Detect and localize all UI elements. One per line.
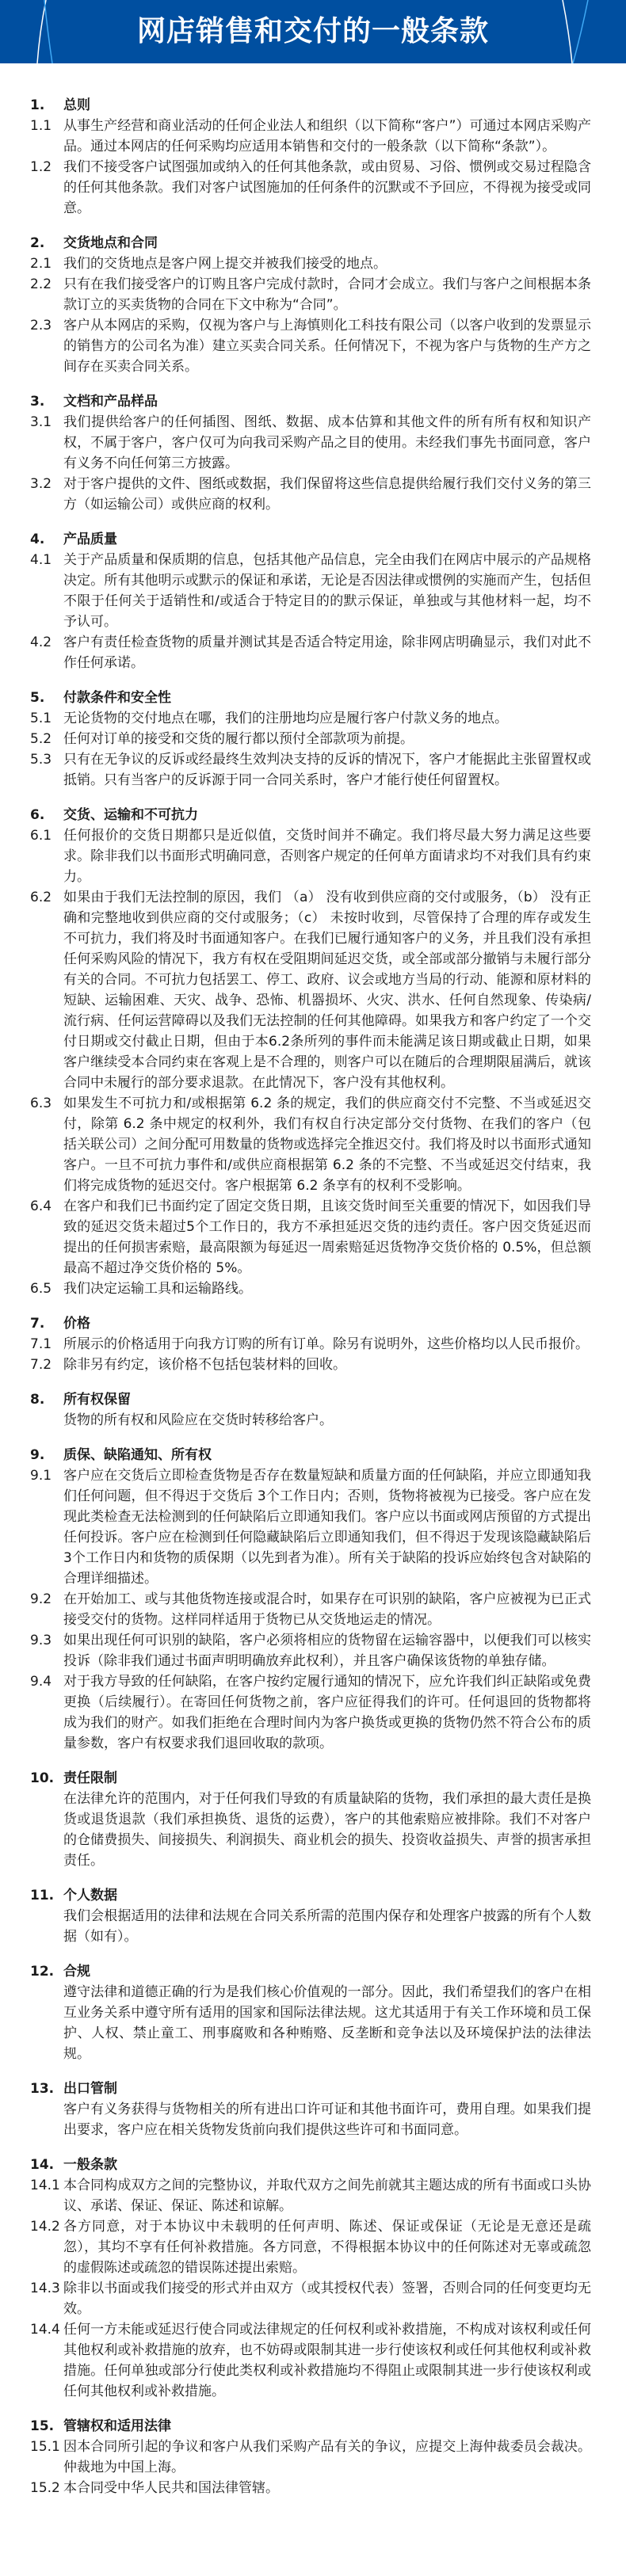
clause-text: 只有在无争议的反诉或经最终生效判决支持的反诉的情况下，客户才能据此主张留置权或抵销。只有当客户的反诉源于同一合同关系时，客户才能行使任何留置权。 <box>63 752 591 788</box>
section-heading <box>30 688 591 708</box>
section-number: 2. <box>30 235 45 251</box>
section-heading <box>30 1885 591 1906</box>
clause-number: 7.1 <box>30 1336 52 1352</box>
clause <box>30 2216 591 2278</box>
clause <box>30 274 591 315</box>
section-14 <box>30 2155 591 2402</box>
clause-number: 15.2 <box>30 2480 60 2496</box>
clause-number: 14.4 <box>30 2322 60 2338</box>
clause-number: 6.2 <box>30 890 52 905</box>
clause-text: 各方同意，对于本协议中未载明的任何声明、陈述、保证或保证（无论是无意还是疏忽），其均不享有任何补救措施。各方同意，不得根据本协议中的任何陈述对无辜或疏忽的虚假陈述或疏忽的错误陈述提出索赔。 <box>63 2219 591 2276</box>
section-12 <box>30 1961 591 2064</box>
clause <box>30 1355 591 1375</box>
section-number: 6. <box>30 807 45 823</box>
clause-text: 任何一方未能或延迟行使合同或法律规定的任何权利或补救措施，不构成对该权利或任何其他权利或补救措施的放弃，也不妨碍或限制其进一步行使该权利或任何其他权利或补救措施。任何单独或部分行使此类权利或补救措施均不得阻止或限制其进一步行使该权利或任何其他权利或补救措施。 <box>63 2322 591 2399</box>
clause <box>30 2478 591 2498</box>
clause-text: 对于客户提供的文件、图纸或数据，我们保留将这些信息提供给履行我们交付义务的第三方（如运输公司）或供应商的权利。 <box>63 476 591 513</box>
section-title: 个人数据 <box>63 1888 117 1903</box>
section-title: 所有权保留 <box>63 1392 131 1408</box>
section-9 <box>30 1445 591 1754</box>
clause-text: 关于产品质量和保质期的信息，包括其他产品信息，完全由我们在网店中展示的产品规格决定。所有其他明示或默示的保证和承诺，无论是否因法律或惯例的实施而产生，包括但不限于任何关于适销性和/或适合于特定目的的默示保证，单独或与其他材料一起，均不予认可。 <box>63 552 591 630</box>
section-number: 4. <box>30 532 45 547</box>
section-5 <box>30 688 591 791</box>
clause <box>30 887 591 1093</box>
clause <box>30 2437 591 2478</box>
section-title: 出口管制 <box>63 2081 117 2097</box>
clause-text: 对于我方导致的任何缺陷，在客户按约定履行通知的情况下，应允许我们纠正缺陷或免费更换（后续履行）。在寄回任何货物之前，客户应征得我们的许可。任何退回的货物都将成为我们的财产。如我们拒绝在合理时间内为客户换货或更换的货物仍然不符合公布的质量参数，客户有权要求我们退回收取的款项。 <box>63 1674 591 1751</box>
clause <box>30 157 591 219</box>
section-number: 9. <box>30 1447 45 1463</box>
clause-number: 9.4 <box>30 1674 52 1690</box>
section-3 <box>30 391 591 515</box>
section-11 <box>30 1885 591 1947</box>
clause <box>30 2099 591 2140</box>
clause-text: 客户应在交货后立即检查货物是否存在数量短缺和质量方面的任何缺陷，并应立即通知我们任何问题，但不得迟于交货后 3个工作日内；否则，货物将被视为已接受。客户应在发现此类检查无法检测到的任何缺陷后立即通知我们。客户应以书面或网店预留的方式提出任何投诉。客户应在检测到任何隐藏缺陷后立即通知我们，但不得迟于发现该隐藏缺陷后3个工作日内和货物的质保期（以先到者为准）。所有关于缺陷的投诉应始终包含对缺陷的合理详细描述。 <box>63 1468 591 1587</box>
section-title: 付款条件和安全性 <box>63 690 171 706</box>
clause-number: 9.2 <box>30 1591 52 1607</box>
clause <box>30 412 591 474</box>
section-heading <box>30 1445 591 1465</box>
clause <box>30 253 591 274</box>
section-title: 价格 <box>63 1316 90 1332</box>
clause-text: 任何报价的交货日期都只是近似值，交货时间并不确定。我们将尽最大努力满足这些要求。除非我们以书面形式明确同意，否则客户规定的任何单方面请求均不对我们具有约束力。 <box>63 828 591 885</box>
clause-text: 货物的所有权和风险应在交货时转移给客户。 <box>63 1412 333 1428</box>
clause <box>30 1982 591 2064</box>
clause <box>30 2278 591 2319</box>
clause <box>30 116 591 157</box>
clause-text: 客户有义务获得与货物相关的所有进出口许可证和其他书面许可，费用自理。如果我们提出要求，客户应在相关货物发货前向我们提供这些许可和书面同意。 <box>63 2102 591 2138</box>
section-heading <box>30 1389 591 1410</box>
clause-number: 14.2 <box>30 2219 60 2235</box>
section-4 <box>30 529 591 673</box>
clause-text: 如果由于我们无法控制的原因，我们 （a） 没有收到供应商的交付或服务，（b） 没有正确和完整地收到供应商的交付或服务；（c） 未按时收到，尽管保持了合理的库存或发生不可抗力，我们将及时书面通知客户。在我们已履行通知客户的义务，并且我们没有承担任何采购风险的情况下，我方有权在受阻期间延迟交货，或全部或部分撤销与未履行部分有关的合同。不可抗力包括罢工、停工、政府、议会或地方当局的行动、能源和原材料的短缺、运输困难、天灾、战争、恐怖、机器损坏、火灾、洪水、任何自然现象、传染病/流行病、任何运营障碍以及我们无法控制的任何其他障碍。如果我方和客户约定了一个交付日期或交付截止日期，但由于本6.2条所列的事件而未能满足该日期或截止日期，如果客户继续受本合同约束在客观上是不合理的，则客户可以在随后的合理期限届满后，就该合同中未履行的部分要求退款。在此情况下，客户没有其他权利。 <box>63 890 591 1091</box>
clause <box>30 1630 591 1671</box>
clause <box>30 1410 591 1431</box>
section-number: 14. <box>30 2157 55 2173</box>
section-10 <box>30 1768 591 1871</box>
clause-text: 在法律允许的范围内，对于任何我们导致的有质量缺陷的货物，我们承担的最大责任是换货或退货退款（我们承担换货、退货的运费），客户的其他索赔应被排除。我们不对客户的仓储费损失、间接损失、利润损失、商业机会的损失、投资收益损失、声誉的损害承担责任。 <box>63 1791 591 1869</box>
clause-number: 6.1 <box>30 828 52 844</box>
section-number: 5. <box>30 690 45 706</box>
section-15 <box>30 2416 591 2498</box>
clause-number: 5.2 <box>30 731 52 747</box>
clause <box>30 1789 591 1871</box>
section-1 <box>30 95 591 219</box>
clause-number: 14.1 <box>30 2178 60 2193</box>
title-banner <box>0 0 626 63</box>
clause-text: 我们不接受客户试图强加或纳入的任何其他条款，或由贸易、习俗、惯例或交易过程隐含的任何其他条款。我们对客户试图施加的任何条件的沉默或不予回应，不得视为接受或同意。 <box>63 159 591 216</box>
clause-number: 7.2 <box>30 1357 52 1373</box>
section-title: 合规 <box>63 1964 90 1980</box>
section-number: 8. <box>30 1392 45 1408</box>
clause-text: 我们决定运输工具和运输路线。 <box>63 1281 252 1297</box>
section-heading <box>30 95 591 116</box>
clause-number: 5.3 <box>30 752 52 768</box>
clause <box>30 2319 591 2402</box>
clause-text: 在客户和我们已书面约定了固定交货日期，且该交货时间至关重要的情况下，如因我们导致的延迟交货未超过5个工作日的，我方不承担延迟交货的违约责任。客户因交货延迟而提出的任何损害索赔，最高限额为每延迟一周索赔延迟货物净交货价格的 0.5%，但总额最高不超过净交货价格的 5%。 <box>63 1198 591 1276</box>
clause-text: 遵守法律和道德正确的行为是我们核心价值观的一部分。因此，我们希望我们的客户在相互业务关系中遵守所有适用的国家和国际法律法规。这尤其适用于有关工作环境和员工保护、人权、禁止童工、刑事腐败和各种贿赂、反垄断和竞争法以及环境保护法的法律法规。 <box>63 1984 591 2062</box>
section-heading <box>30 2416 591 2437</box>
section-heading <box>30 1313 591 1334</box>
clause-number: 6.3 <box>30 1096 52 1111</box>
clause <box>30 1465 591 1589</box>
clause-text: 如果出现任何可识别的缺陷，客户必须将相应的货物留在运输容器中，以便我们可以核实投诉（除非我们通过书面声明明确放弃此权利），并且客户确保该货物的单独存储。 <box>63 1633 591 1669</box>
clause-text: 只有在我们接受客户的订购且客户完成付款时，合同才会成立。我们与客户之间根据本条款订立的买卖货物的合同在下文中称为“合同”。 <box>63 276 591 313</box>
clause <box>30 550 591 632</box>
clause <box>30 1906 591 1947</box>
clause-text: 在开始加工、或与其他货物连接或混合时，如果存在可识别的缺陷，客户应被视为已正式接受交付的货物。这样同样适用于货物已从交货地运走的情况。 <box>63 1591 591 1628</box>
clause-text: 本合同受中华人民共和国法律管辖。 <box>63 2480 279 2496</box>
clause <box>30 1278 591 1299</box>
section-heading <box>30 1768 591 1789</box>
clause-text: 本合同构成双方之间的完整协议，并取代双方之间先前就其主题达成的所有书面或口头协议、承诺、保证、保证、陈述和谅解。 <box>63 2178 591 2214</box>
clause <box>30 1671 591 1754</box>
section-number: 12. <box>30 1964 55 1980</box>
section-title: 一般条款 <box>63 2157 117 2173</box>
clause-number: 2.3 <box>30 318 52 333</box>
clause-text: 因本合同所引起的争议和客户从我们采购产品有关的争议，应提交上海仲裁委员会裁决。仲裁地为中国上海。 <box>63 2439 591 2475</box>
clause-text: 客户从本网店的采购，仅视为客户与上海慎则化工科技有限公司（以客户收到的发票显示的销售方的公司名为准）建立买卖合同关系。任何情况下，不视为客户与货物的生产方之间存在买卖合同关系。 <box>63 318 591 375</box>
clause-text: 如果发生不可抗力和/或根据第 6.2 条的规定，我们的供应商交付不完整、不当或延迟交付，除第 6.2 条中规定的权利外，我们有权自行决定部分交付货物、在我们的客户（包括关联公司）之间分配可用数量的货物或选择完全推迟交付。我们将及时以书面形式通知客户。一旦不可抗力事件和/或供应商根据第 6.2 条的不完整、不当或延迟交付结束，我们将完成货物的延迟交付。客户根据第 6.2 条享有的权利不受影响。 <box>63 1096 591 1194</box>
section-title: 文档和产品样品 <box>63 394 158 410</box>
section-7 <box>30 1313 591 1375</box>
clause-number: 1.1 <box>30 118 52 134</box>
section-title: 管辖权和适用法律 <box>63 2418 171 2434</box>
clause-text: 我们的交货地点是客户网上提交并被我们接受的地点。 <box>63 256 387 272</box>
clause <box>30 729 591 749</box>
clause <box>30 1334 591 1355</box>
section-8 <box>30 1389 591 1431</box>
section-heading <box>30 2155 591 2175</box>
section-title: 交货、运输和不可抗力 <box>63 807 198 823</box>
clause <box>30 749 591 791</box>
clause <box>30 825 591 887</box>
clause <box>30 2175 591 2216</box>
section-title: 交货地点和合同 <box>63 235 158 251</box>
section-title: 责任限制 <box>63 1770 117 1786</box>
clause-number: 2.1 <box>30 256 52 272</box>
clause <box>30 632 591 673</box>
section-number: 15. <box>30 2418 55 2434</box>
clause-text: 我们会根据适用的法律和法规在合同关系所需的范围内保存和处理客户披露的所有个人数据（如有）。 <box>63 1908 591 1945</box>
clause <box>30 708 591 729</box>
section-heading <box>30 1961 591 1982</box>
section-number: 11. <box>30 1888 55 1903</box>
clause-number: 15.1 <box>30 2439 60 2455</box>
clause-number: 9.1 <box>30 1468 52 1484</box>
clause-number: 6.4 <box>30 1198 52 1214</box>
clause <box>30 1196 591 1278</box>
section-number: 3. <box>30 394 45 410</box>
clause-text: 我们提供给客户的任何插图、图纸、数据、成本估算和其他文件的所有所有权和知识产权，不属于客户，客户仅可为向我司采购产品之目的使用。未经我们事先书面同意，客户有义务不向任何第三方披露。 <box>63 414 591 471</box>
section-heading <box>30 529 591 550</box>
clause-number: 6.5 <box>30 1281 52 1297</box>
clause <box>30 474 591 515</box>
section-number: 1. <box>30 97 45 113</box>
clause-text: 从事生产经营和商业活动的任何企业法人和组织（以下简称“客户”）可通过本网店采购产品。通过本网店的任何采购均应适用本销售和交付的一般条款（以下简称“条款”）。 <box>63 118 591 154</box>
clause-number: 14.3 <box>30 2281 60 2296</box>
clause-text: 无论货物的交付地点在哪，我们的注册地均应是履行客户付款义务的地点。 <box>63 711 508 726</box>
clause-number: 9.3 <box>30 1633 52 1648</box>
section-heading <box>30 391 591 412</box>
clause-number: 4.1 <box>30 552 52 568</box>
clause <box>30 1093 591 1196</box>
section-title: 总则 <box>63 97 90 113</box>
clause-text: 除非另有约定，该价格不包括包装材料的回收。 <box>63 1357 346 1373</box>
clause <box>30 315 591 377</box>
section-2 <box>30 233 591 377</box>
clause-number: 1.2 <box>30 159 52 175</box>
section-number: 10. <box>30 1770 55 1786</box>
section-6 <box>30 805 591 1299</box>
clause-number: 4.2 <box>30 634 52 650</box>
section-number: 7. <box>30 1316 45 1332</box>
section-number: 13. <box>30 2081 55 2097</box>
clause-number: 2.2 <box>30 276 52 292</box>
section-heading <box>30 233 591 253</box>
section-13 <box>30 2079 591 2140</box>
clause-text: 除非以书面或我们接受的形式并由双方（或其授权代表）签署，否则合同的任何变更均无效。 <box>63 2281 591 2317</box>
clause-number: 5.1 <box>30 711 52 726</box>
page-title: 网店销售和交付的一般条款 <box>136 15 489 48</box>
terms-document <box>0 63 626 2576</box>
section-heading <box>30 805 591 825</box>
section-heading <box>30 2079 591 2099</box>
section-title: 产品质量 <box>63 532 117 547</box>
clause <box>30 1589 591 1630</box>
clause-text: 客户有责任检查货物的质量并测试其是否适合特定用途，除非网店明确显示，我们对此不作任何承诺。 <box>63 634 591 671</box>
clause-number: 3.2 <box>30 476 52 492</box>
clause-text: 所展示的价格适用于向我方订购的所有订单。除另有说明外，这些价格均以人民币报价。 <box>63 1336 589 1352</box>
clause-text: 任何对订单的接受和交货的履行都以预付全部款项为前提。 <box>63 731 414 747</box>
clause-number: 3.1 <box>30 414 52 430</box>
section-title: 质保、缺陷通知、所有权 <box>63 1447 212 1463</box>
